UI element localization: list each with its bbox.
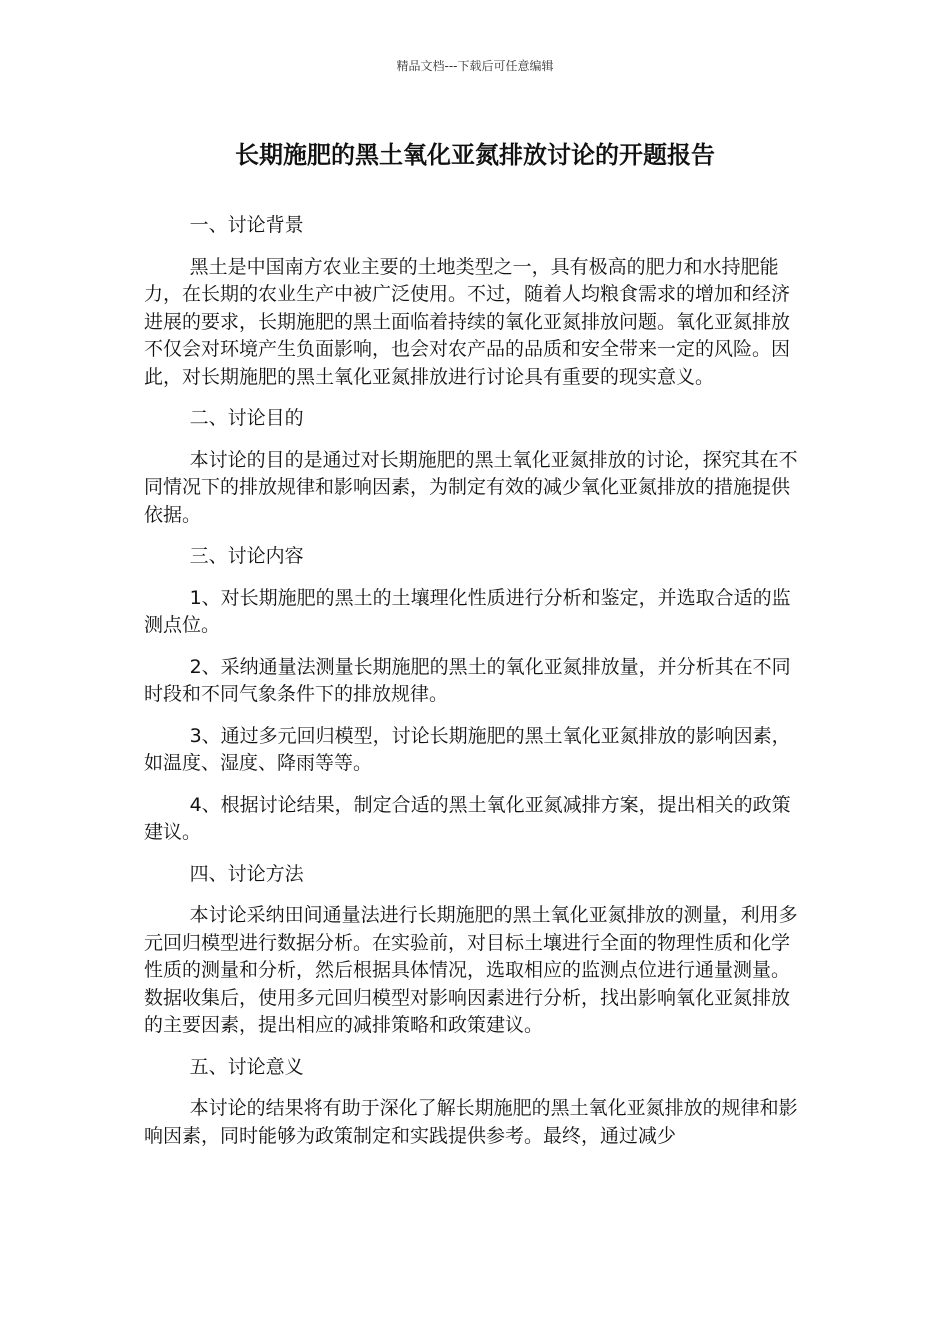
section-heading: 四、讨论方法 (189, 862, 304, 885)
list-item: 2、采纳通量法测量长期施肥的黑土的氧化亚氮排放量，并分析其在不同时段和不同气象条件下的排放规律。 (144, 655, 791, 705)
list-item: 3、通过多元回归模型，讨论长期施肥的黑土氧化亚氮排放的影响因素，如温度、湿度、降雨等等。 (144, 724, 791, 774)
paragraph: 本讨论采纳田间通量法进行长期施肥的黑土氧化亚氮排放的测量，利用多元回归模型进行数据分析。在实验前，对目标土壤进行全面的物理性质和化学性质的测量和分析，然后根据具体情况，选取相应的监测点位进行通量测量。数据收集后，使用多元回归模型对影响因素进行分析，找出影响氧化亚氮排放的主要因素，提出相应的减排策略和政策建议。 (144, 904, 798, 1036)
section-heading: 二、讨论目的 (189, 407, 304, 429)
list-item: 1、对长期施肥的黑土的土壤理化性质进行分析和鉴定，并选取合适的监测点位。 (144, 586, 791, 636)
paragraph: 本讨论的结果将有助于深化了解长期施肥的黑土氧化亚氮排放的规律和影响因素，同时能够为政策制定和实践提供参考。最终，通过减少 (144, 1097, 798, 1147)
document-title: 长期施肥的黑土氧化亚氮排放讨论的开题报告 (235, 141, 715, 169)
section-heading: 三、讨论内容 (189, 545, 304, 567)
paragraph: 本讨论的目的是通过对长期施肥的黑土氧化亚氮排放的讨论，探究其在不同情况下的排放规律和影响因素，为制定有效的减少氧化亚氮排放的措施提供依据。 (144, 448, 798, 526)
paragraph: 黑土是中国南方农业主要的土地类型之一，具有极高的肥力和水持肥能力，在长期的农业生产中被广泛使用。不过，随着人均粮食需求的增加和经济进展的要求，长期施肥的黑土面临着持续的氧化亚氮排放问题。氧化亚氮排放不仅会对环境产生负面影响，也会对农产品的品质和安全带来一定的风险。因此，对长期施肥的黑土氧化亚氮排放进行讨论具有重要的现实意义。 (144, 255, 791, 388)
section-heading: 五、讨论意义 (189, 1055, 304, 1078)
page-header: 精品文档---下载后可任意编辑 (396, 59, 554, 73)
list-item: 4、根据讨论结果，制定合适的黑土氧化亚氮减排方案，提出相关的政策建议。 (144, 793, 791, 843)
section-heading: 一、讨论背景 (189, 214, 304, 236)
document-body (144, 212, 808, 1164)
